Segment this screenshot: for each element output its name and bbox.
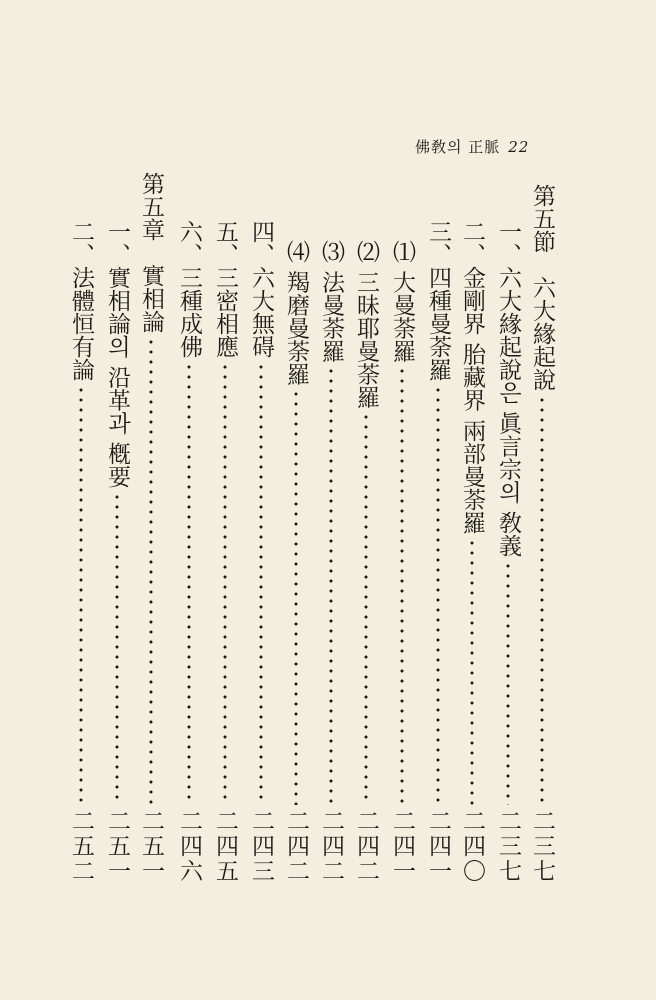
- toc-entry-title: 四、六大無碍: [248, 220, 274, 358]
- header-title: 佛敎의 正脈: [415, 138, 501, 156]
- toc-entry-title: 第五節 六大緣起說: [529, 184, 555, 391]
- toc-entry-page: 二五二: [68, 809, 94, 884]
- dot-leader: [349, 412, 383, 805]
- dot-leader: [525, 395, 559, 805]
- dot-leader: [172, 362, 206, 805]
- toc-entry-page: 二四二: [353, 809, 379, 884]
- toc-entry-page: 二四〇: [459, 809, 485, 884]
- toc-entry-page: 二四一: [389, 809, 415, 884]
- toc-entry[interactable]: [208, 220, 242, 884]
- dot-leader: [491, 561, 525, 805]
- toc-entry-page: 二四三: [248, 809, 274, 884]
- dot-leader: [244, 362, 278, 805]
- toc-entry-page: 二四一: [425, 809, 451, 884]
- toc-entry-title: 六、三種成佛: [176, 220, 202, 358]
- toc-entry-title: ⑴ 大曼荼羅: [389, 240, 415, 363]
- toc-entry-page: 二三七: [495, 809, 521, 884]
- toc-subentry[interactable]: [279, 240, 313, 884]
- dot-leader: [208, 362, 242, 805]
- toc-chapter-heading[interactable]: [134, 172, 168, 884]
- toc-entry-page: 二三七: [529, 809, 555, 884]
- dot-leader: [455, 538, 489, 805]
- toc-entry-title: 二、金剛界 胎藏界 兩部曼荼羅: [459, 220, 485, 534]
- toc-entry-page: 二五一: [138, 809, 164, 884]
- dot-leader: [64, 385, 98, 805]
- toc-entry-page: 二四二: [283, 809, 309, 884]
- toc-entry[interactable]: [100, 220, 134, 884]
- toc-subentry[interactable]: [349, 240, 383, 884]
- toc-subentry[interactable]: [314, 240, 348, 884]
- dot-leader: [385, 366, 419, 805]
- toc-entry-page: 二四六: [176, 809, 202, 884]
- dot-leader: [279, 389, 313, 805]
- dot-leader: [314, 366, 348, 805]
- dot-leader: [421, 385, 455, 805]
- toc-entry-page: 二五一: [104, 809, 130, 884]
- dot-leader: [134, 337, 168, 805]
- toc-entry-page: 二四五: [212, 809, 238, 884]
- toc-entry-title: 三、四種曼荼羅: [425, 220, 451, 381]
- toc-entry-title: 一、實相論의 沿革과 槪要: [104, 220, 130, 488]
- toc-entry-title: ⑵ 三昧耶曼荼羅: [353, 240, 379, 409]
- dot-leader: [100, 492, 134, 805]
- toc-entry[interactable]: [172, 220, 206, 884]
- toc-entry-title: 五、三密相應: [212, 220, 238, 358]
- toc-subentry[interactable]: [385, 240, 419, 884]
- toc-entry[interactable]: [491, 220, 525, 884]
- toc-entry[interactable]: [64, 220, 98, 884]
- toc-entry-title: 一、六大緣起說은 眞言宗의 敎義: [495, 220, 521, 557]
- running-header: [415, 136, 615, 157]
- toc-entry[interactable]: [421, 220, 455, 884]
- toc-entry-title: ⑷ 羯磨曼荼羅: [283, 240, 309, 386]
- toc-entry-page: 二四二: [318, 809, 344, 884]
- toc-entry[interactable]: [455, 220, 489, 884]
- toc-entry-title: ⑶ 法曼荼羅: [318, 240, 344, 363]
- toc-section-heading[interactable]: [525, 184, 559, 884]
- toc-entry[interactable]: [244, 220, 278, 884]
- toc-entry-title: 第五章 實相論: [138, 172, 164, 333]
- toc-entry-title: 二、法體恒有論: [68, 220, 94, 381]
- header-page-number: 22: [508, 138, 530, 156]
